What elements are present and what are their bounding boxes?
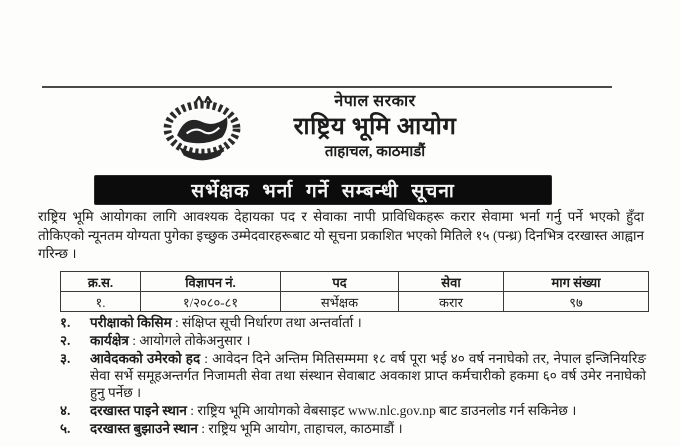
clause-text: [90, 402, 646, 419]
clause-number: ५.: [60, 421, 71, 436]
clause-detail: : राष्ट्रिय भूमि आयोग, ताहाचल, काठमाडौं ।: [197, 421, 403, 436]
clause-application-source: [60, 402, 646, 419]
clause-work-scope: [60, 332, 646, 349]
clause-detail: : आयोगले तोकेअनुसार ।: [128, 333, 251, 348]
cell-advertisement-no: १/२०८०-८१: [141, 292, 281, 312]
clause-number: २.: [60, 333, 71, 348]
letterhead: [150, 94, 550, 174]
clause-text: [90, 332, 646, 349]
clause-exam-type: [60, 314, 646, 331]
cell-post: सर्भेक्षक: [281, 292, 399, 312]
cell-serial-no: १.: [61, 292, 141, 312]
table-row: [61, 292, 649, 312]
clause-number: १.: [60, 315, 71, 330]
col-service: सेवा: [399, 272, 504, 292]
clause-label: दरखास्त पाइने स्थान: [90, 403, 187, 418]
clause-detail: : आवेदन दिने अन्तिम मितिसम्ममा १८ वर्ष पूरा भई ४० वर्ष ननाघेको तर, नेपाल इन्जिनियरिङ सेवा सर्भे समूहअन्तर्गत निजामती सेवा तथा संस्थान सेवाबाट अवकाश प्राप्त कर्मचारीको हकमा ६० वर्ष उमेर ननाघेको हुनु पर्नेछ ।: [90, 351, 646, 400]
intro-paragraph: राष्ट्रिय भूमि आयोगका लागि आवश्यक देहायका पद र सेवाका नापी प्राविधिकहरू करार सेवामा भर्ना गर्नु पर्ने भएको हुँदा तोकिएको न्यूनतम योग्यता पुगेका इच्छुक उम्मेदवारहरूबाट यो सूचना प्रकाशित भएको मितिले १५ (पन्ध्र) दिनभित्र दरखास्त आह्वान गरिन्छ ।: [38, 209, 644, 262]
organization-name: राष्ट्रिय भूमि आयोग: [293, 113, 457, 140]
notice-clauses: [60, 314, 646, 438]
organization-address: ताहाचल, काठमाडौं: [324, 143, 426, 160]
col-demand-count: माग संख्या: [504, 272, 649, 292]
top-divider: [42, 86, 612, 88]
clause-text: [90, 420, 646, 437]
notice-title-banner: [95, 176, 551, 204]
vacancy-table-header-row: [61, 272, 649, 292]
clause-text: [90, 350, 646, 401]
col-advertisement-no: विज्ञापन नं.: [141, 272, 281, 292]
vacancy-table: [60, 271, 649, 312]
government-name: नेपाल सरकार: [334, 93, 416, 110]
clause-age-limit: [60, 350, 646, 401]
clause-detail: : संक्षिप्त सूची निर्धारण तथा अन्तर्वार्ता ।: [171, 315, 362, 330]
notice-title: सर्भेक्षक भर्ना गर्ने सम्बन्धी सूचना: [191, 181, 455, 202]
cell-service: करार: [399, 292, 504, 312]
letterhead-text: [250, 94, 500, 161]
nepal-coat-of-arms-icon: [158, 96, 246, 168]
clause-number: ४.: [60, 403, 71, 418]
col-serial-no: क्र.स.: [61, 272, 141, 292]
col-post: पद: [281, 272, 399, 292]
clause-submission-place: [60, 420, 646, 437]
clause-label: दरखास्त बुझाउने स्थान: [90, 421, 198, 436]
clause-label: आवेदकको उमेरको हद: [90, 351, 201, 366]
clause-text: [90, 314, 646, 331]
clause-number: ३.: [60, 351, 71, 366]
clause-label: कार्यक्षेत्र: [90, 333, 129, 348]
cell-demand-count: ९७: [504, 292, 649, 312]
clause-label: परीक्षाको किसिम: [90, 315, 172, 330]
clause-detail: : राष्ट्रिय भूमि आयोगको वेबसाइट www.nlc.gov.np बाट डाउनलोड गर्न सकिनेछ ।: [186, 403, 577, 418]
